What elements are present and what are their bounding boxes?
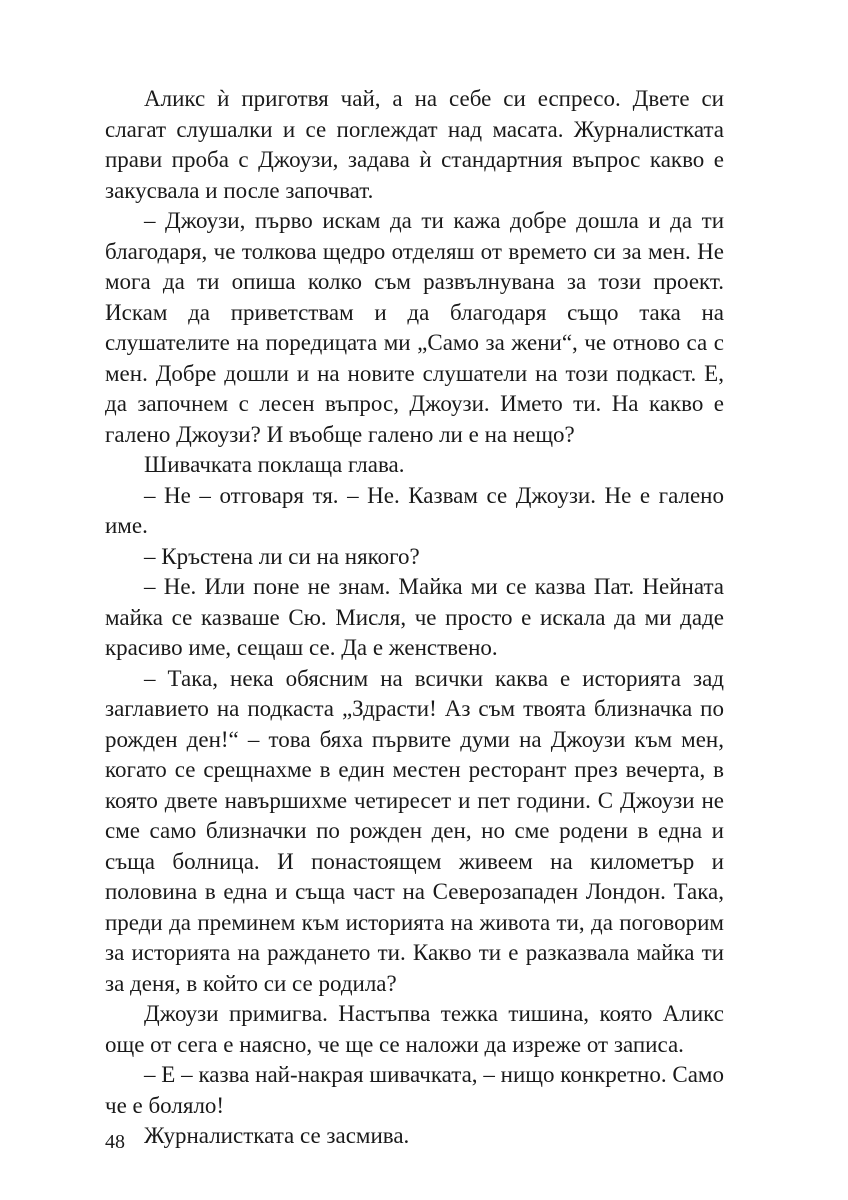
paragraph-1: Аликс ѝ приготвя чай, а на себе си еспресо. Двете си слагат слушалки и се поглеждат над масата. Журналистката прави проба с Джоузи, задава ѝ стандартния въпрос какво е закусвала и после започват. bbox=[105, 86, 724, 203]
page-number: 48 bbox=[105, 1131, 125, 1153]
paragraph-6: – Не. Или поне не знам. Майка ми се казва Пат. Нейната майка се казваше Сю. Мисля, че просто е искала да ми даде красиво име, сещаш се. Да е женствено. bbox=[105, 574, 724, 660]
paragraph-10: Журналистката се засмива. bbox=[144, 1123, 410, 1148]
body-text bbox=[105, 84, 724, 1152]
paragraph-8: Джоузи примигва. Настъпва тежка тишина, която Аликс още от сега е наясно, че ще се наложи да изреже от записа. bbox=[105, 1001, 724, 1057]
paragraph-2: – Джоузи, първо искам да ти кажа добре дошла и да ти благодаря, че толкова щедро отделяш от времето си за мен. Не мога да ти опиша колко съм развълнувана за този проект. Искам да приветствам и да благодаря също така на слушателите на поредицата ми „Само за жени“, че отново са с мен. Добре дошли и на новите слушатели на този подкаст. Е, да започнем с лесен въпрос, Джоузи. Името ти. На какво е галено Джоузи? И въобще галено ли е на нещо? bbox=[105, 208, 724, 447]
paragraph-3: Шивачката поклаща глава. bbox=[144, 452, 405, 477]
paragraph-7: – Така, нека обясним на всички каква е историята зад заглавието на подкаста „Здрасти! Аз съм твоята близначка по рожден ден!“ – това бяха първите думи на Джоузи към мен, когато се срещнахме в един местен ресторант през вечерта, в която двете навършихме четиресет и пет години. С Джоузи не сме само близначки по рожден ден, но сме родени в една и съща болница. И понастоящем живеем на километър и половина в една и съща част на Северозападен Лондон. Така, преди да преминем към историята на живота ти, да поговорим за историята на раждането ти. Какво ти е разказвала майка ти за деня, в който си се родила? bbox=[105, 665, 724, 996]
paragraph-5: – Кръстена ли си на някого? bbox=[144, 543, 420, 569]
paragraph-9: – Е – казва най-накрая шивачката, – нищо конкретно. Само че е боляло! bbox=[105, 1062, 724, 1118]
paragraph-4: – Не – отговаря тя. – Не. Казвам се Джоузи. Не е галено име. bbox=[105, 482, 724, 538]
